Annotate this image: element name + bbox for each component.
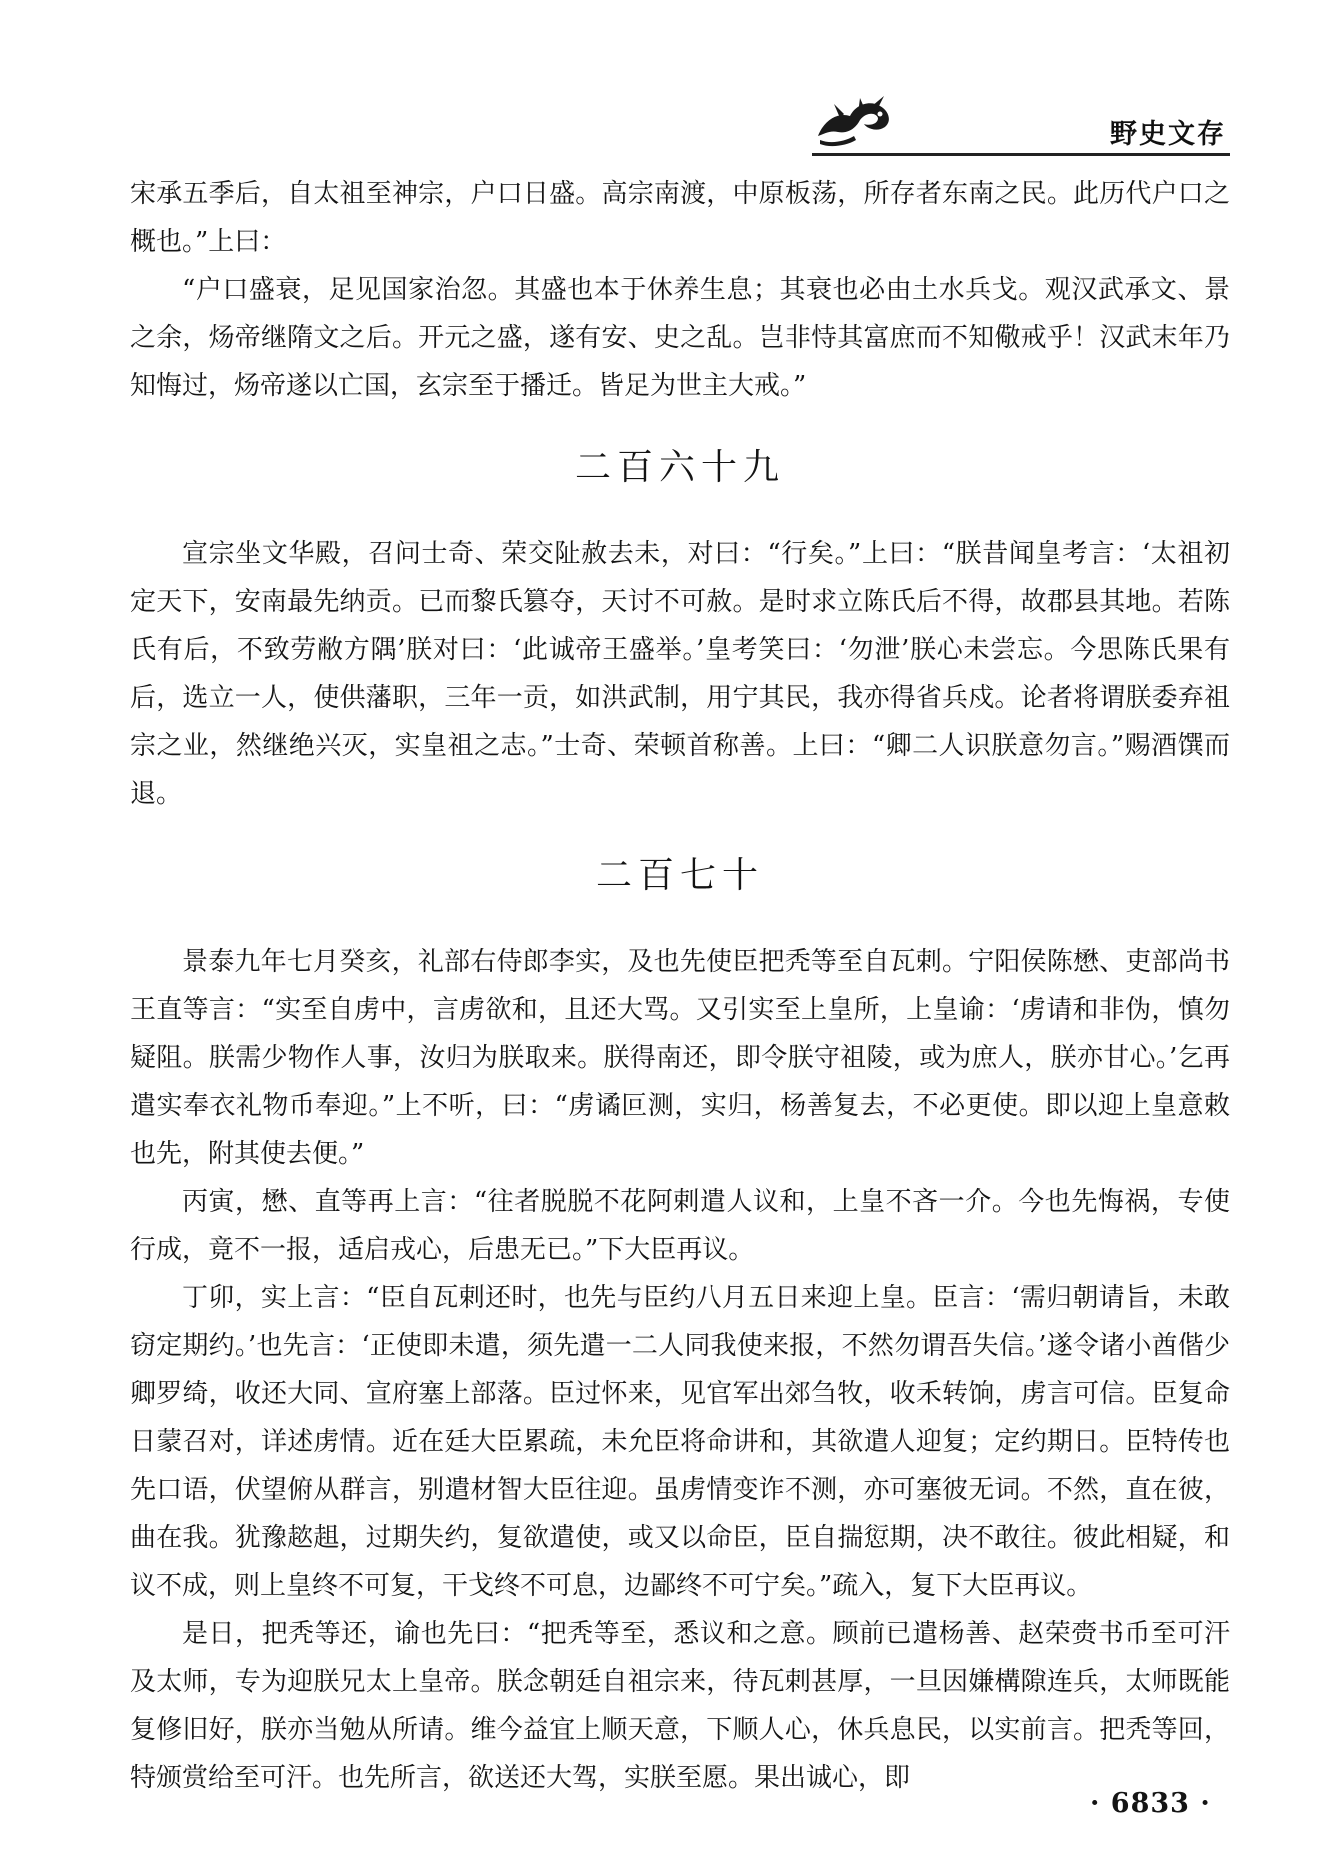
dragon-emblem-icon [810,90,900,150]
page-number: · 6833 · [1090,1788,1211,1819]
intro-paragraph-1: 宋承五季后，自太祖至神宗，户口日盛。高宗南渡，中原板荡，所存者东南之民。此历代户口之概也。”上曰： [130,179,1230,257]
section-269-paragraph-1: 宣宗坐文华殿，召问士奇、荣交阯赦去未，对曰：“行矣。”上曰：“朕昔闻皇考言：‘太祖初定天下，安南最先纳贡。已而黎氏篡夺，天讨不可赦。是时求立陈氏后不得，故郡县其地。若陈氏有后，不致劳敝方隅’朕对曰：‘此诚帝王盛举。’皇考笑曰：‘勿泄’朕心未尝忘。今思陈氏果有后，选立一人，使供藩职，三年一贡，如洪武制，用宁其民，我亦得省兵戍。论者将谓朕委弃祖宗之业，然继绝兴灭，实皇祖之志。”士奇、荣顿首称善。上曰：“卿二人识朕意勿言。”赐酒馔而退。 [130,539,1230,809]
section-270-paragraph-2: 丙寅，懋、直等再上言：“往者脱脱不花阿剌遣人议和，上皇不吝一介。今也先悔祸，专使行成，竟不一报，适启戎心，后患无已。”下大臣再议。 [130,1187,1230,1265]
section-270-paragraph-1: 景泰九年七月癸亥，礼部右侍郎李实，及也先使臣把秃等至自瓦剌。宁阳侯陈懋、吏部尚书王直等言：“实至自虏中，言虏欲和，且还大骂。又引实至上皇所，上皇谕：‘虏请和非伪，慎勿疑阻。朕需少物作人事，汝归为朕取来。朕得南还，即令朕守祖陵，或为庶人，朕亦甘心。’乞再遣实奉衣礼物币奉迎。”上不听，曰：“虏谲叵测，实归，杨善复去，不必更使。即以迎上皇意敕也先，附其使去便。” [130,947,1230,1169]
page-content [130,170,1230,1802]
running-header [810,90,1230,160]
section-title-270: 二百七十 [595,855,764,896]
header-title: 野史文存 [1110,119,1226,150]
header-rule [812,153,1230,156]
section-270-paragraph-4: 是日，把秃等还，谕也先曰：“把秃等至，悉议和之意。顾前已遣杨善、赵荣赍书币至可汗及太师，专为迎朕兄太上皇帝。朕念朝廷自祖宗来，待瓦剌甚厚，一旦因嫌構隙连兵，太师既能复修旧好，朕亦当勉从所请。维今益宜上顺天意，下顺人心，休兵息民，以实前言。把秃等回，特颁赏给至可汗。也先所言，欲送还大驾，实朕至愿。果出诚心，即 [130,1619,1230,1793]
section-270-paragraph-3: 丁卯，实上言：“臣自瓦剌还时，也先与臣约八月五日来迎上皇。臣言：‘需归朝请旨，未敢窃定期约。’也先言：‘正使即未遣，须先遣一二人同我使来报，不然勿谓吾失信。’遂令诸小酋偕少卿罗绮，收还大同、宣府塞上部落。臣过怀来，见官军出郊刍牧，收禾转饷，虏言可信。臣复命日蒙召对，详述虏情。近在廷大臣累疏，未允臣将命讲和，其欲遣人迎复；定约期日。臣特传也先口语，伏望俯从群言，别遣材智大臣往迎。虽虏情变诈不测，亦可塞彼无词。不然，直在彼，曲在我。犹豫趑趄，过期失约，复欲遣使，或又以命臣，臣自揣愆期，决不敢往。彼此相疑，和议不成，则上皇终不可复，干戈终不可息，边鄙终不可宁矣。”疏入，复下大臣再议。 [130,1283,1230,1601]
section-title-269: 二百六十九 [574,447,785,488]
intro-paragraph-2: “户口盛衰，足见国家治忽。其盛也本于休养生息；其衰也必由土水兵戈。观汉武承文、景之余，炀帝继隋文之后。开元之盛，遂有安、史之乱。岂非恃其富庶而不知儆戒乎！汉武末年乃知悔过，炀帝遂以亡国，玄宗至于播迁。皆足为世主大戒。” [130,275,1230,401]
